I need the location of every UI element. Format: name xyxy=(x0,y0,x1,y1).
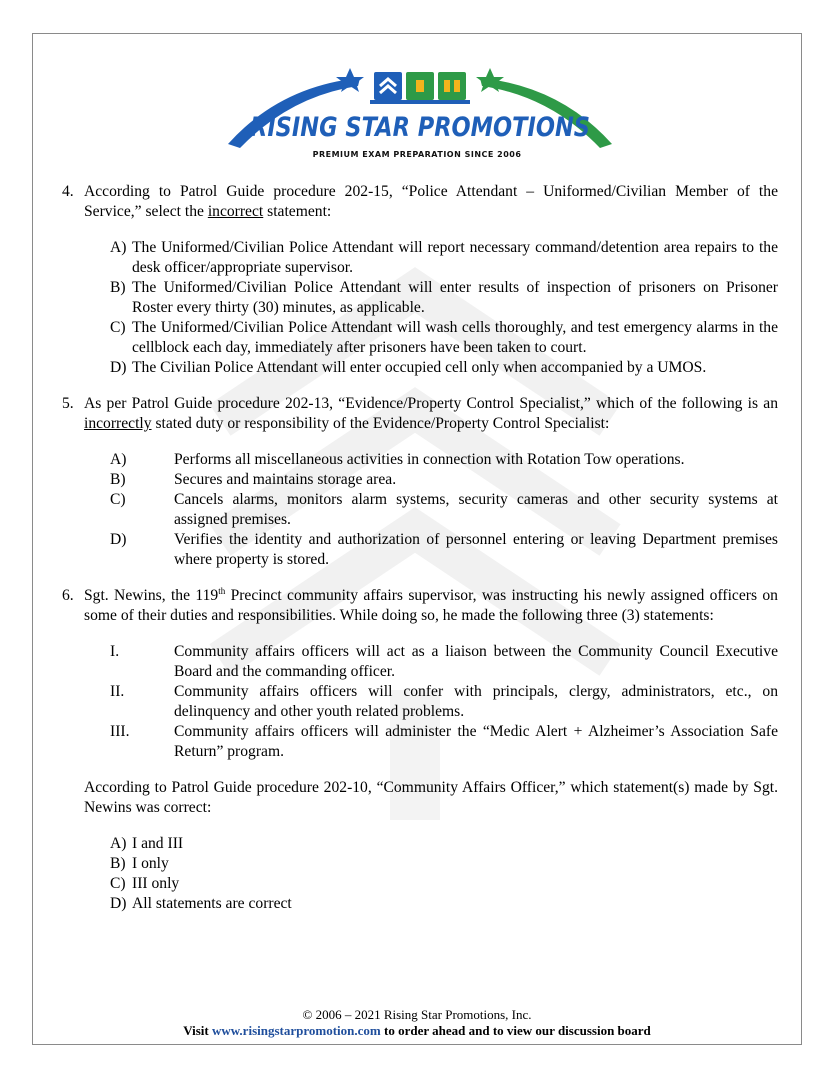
page-footer xyxy=(0,1007,834,1039)
question-number: 6. xyxy=(62,587,74,604)
question-stem: According to Patrol Guide procedure 202-15, “Police Attendant – Uniformed/Civilian Member of the Service,” select the incorrect statement: xyxy=(84,183,778,220)
copyright: © 2006 – 2021 Rising Star Promotions, Inc. xyxy=(302,1007,532,1022)
brand-name: RISING STAR PROMOTIONS xyxy=(250,112,590,143)
answer-option: D) All statements are correct xyxy=(110,895,292,912)
statement-list xyxy=(84,642,778,762)
question-number: 4. xyxy=(62,183,74,200)
statement-item: II. Community affairs officers will confer with principals, clergy, administrators, etc., on delinquency and other youth related problems. xyxy=(110,683,778,720)
statement-item: I. Community affairs officers will act as a liaison between the Community Council Executive Board and the commanding officer. xyxy=(110,643,778,680)
statement-item: III. Community affairs officers will administer the “Medic Alert + Alzheimer’s Association Safe Return” program. xyxy=(110,723,778,760)
answer-option: A) The Uniformed/Civilian Police Attendant will report necessary command/detention area repairs to the desk officer/appropriate supervisor. xyxy=(110,239,778,276)
question-list xyxy=(62,182,778,930)
answer-option: B) I only xyxy=(110,855,169,872)
answer-option: A) I and III xyxy=(110,835,184,852)
question-4 xyxy=(62,182,778,378)
tagline: PREMIUM EXAM PREPARATION SINCE 2006 xyxy=(312,150,522,159)
answer-option: D) Verifies the identity and authorization of personnel entering or leaving Department premises where property is stored. xyxy=(110,531,778,568)
footer-visit-line: Visit www.risingstarpromotion.com to order ahead and to view our discussion board xyxy=(183,1023,651,1038)
question-stem: As per Patrol Guide procedure 202-13, “Evidence/Property Control Specialist,” which of the following is an incorrectly stated duty or responsibility of the Evidence/Property Control Specialist: xyxy=(84,395,778,432)
answer-option: B) Secures and maintains storage area. xyxy=(110,471,397,488)
answer-options xyxy=(84,238,778,378)
answer-option: C) III only xyxy=(110,875,180,892)
answer-option: A) Performs all miscellaneous activities in connection with Rotation Tow operations. xyxy=(110,451,685,468)
website-link[interactable]: www.risingstarpromotion.com xyxy=(211,1023,381,1038)
answer-options xyxy=(84,450,778,570)
answer-options xyxy=(84,834,778,914)
answer-option: B) The Uniformed/Civilian Police Attendant will enter results of inspection of prisoners on Prisoner Roster every thirty (30) minutes, as applicable. xyxy=(110,279,778,316)
question-stem: Sgt. Newins, the 119th Precinct community affairs supervisor, was instructing his newly assigned officers on some of their duties and responsibilities. While doing so, he made the following three (3) statements: xyxy=(84,585,778,624)
question-followup: According to Patrol Guide procedure 202-10, “Community Affairs Officer,” which statement(s) made by Sgt. Newins was correct: xyxy=(84,779,778,816)
answer-option: D) The Civilian Police Attendant will enter occupied cell only when accompanied by a UMOS. xyxy=(110,359,707,376)
answer-option: C) Cancels alarms, monitors alarm systems, security cameras and other security systems at assigned premises. xyxy=(110,491,778,528)
answer-option: C) The Uniformed/Civilian Police Attendant will wash cells thoroughly, and test emergency alarms in the cellblock each day, immediately after prisoners have been taken to court. xyxy=(110,319,778,356)
question-5 xyxy=(62,394,778,570)
question-6 xyxy=(62,586,778,914)
question-number: 5. xyxy=(62,395,74,412)
